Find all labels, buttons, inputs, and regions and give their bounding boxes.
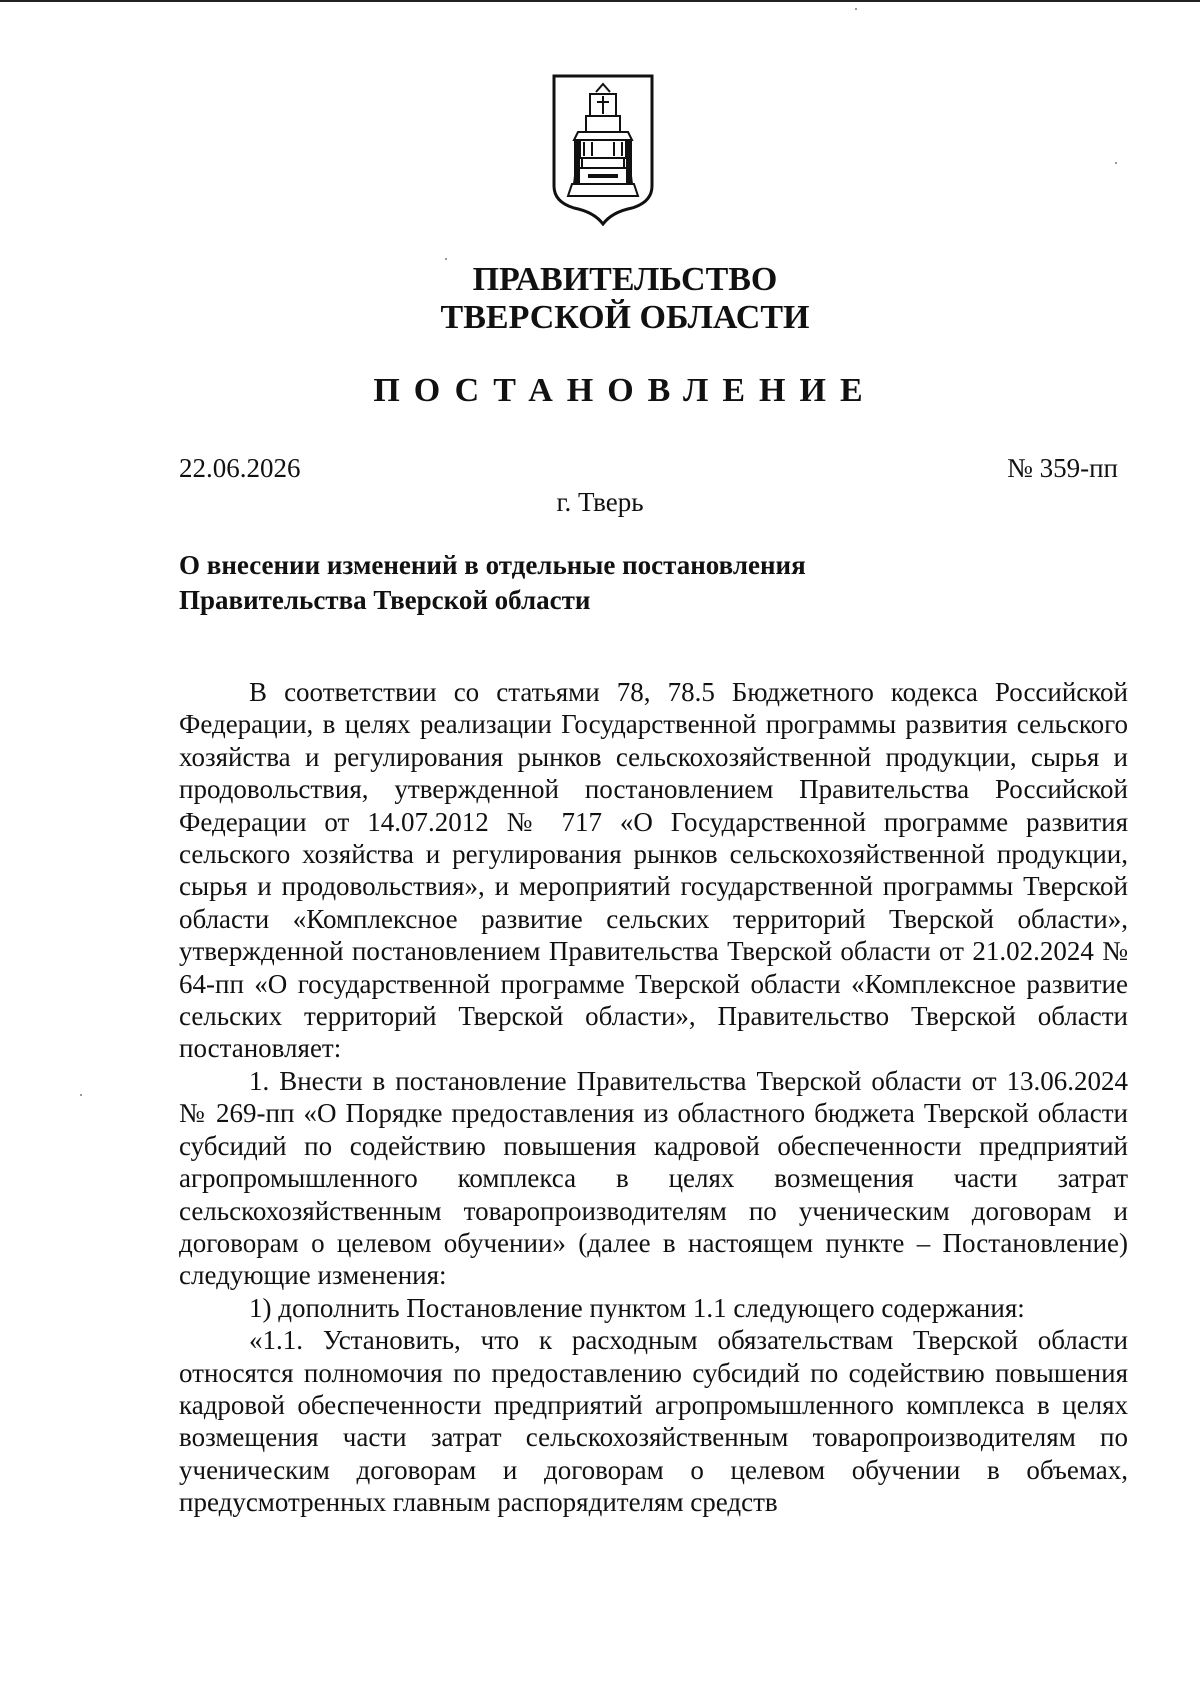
org-name-line1: ПРАВИТЕЛЬСТВО <box>472 261 778 298</box>
scan-speck <box>80 1094 82 1096</box>
document-number: № 359-пп <box>1007 453 1118 483</box>
body-paragraph-subitem-1: 1) дополнить Постановление пунктом 1.1 следующего содержания: <box>249 1292 1025 1323</box>
document-type-title: ПОСТАНОВЛЕНИЕ <box>373 372 877 409</box>
page-top-border <box>0 0 1200 2</box>
tver-coat-of-arms-icon <box>552 74 654 226</box>
document-body <box>179 676 1128 1519</box>
scan-speck <box>855 8 857 10</box>
document-city: г. Тверь <box>556 487 644 517</box>
scan-speck <box>445 258 447 260</box>
subject-line2: Правительства Тверской области <box>179 585 591 615</box>
body-paragraph-preamble: В соответствии со статьями 78, 78.5 Бюджетного кодекса Российской Федерации, в целях реализации Государственной программы развития сельского хозяйства и регулирования рынков сельскохозяйственной продукции, сырья и продовольствия, утвержденной постановлением Правительства Российской Федерации от 14.07.2012 № 717 «О Государственной программе развития сельского хозяйства и регулирования рынков сельскохозяйственной продукции, сырья и продовольствия», и мероприятий государственной программы Тверской области «Комплексное развитие сельских территорий Тверской области», утвержденной постановлением Правительства Тверской области от 21.02.2024 № 64-пп «О государственной программе Тверской области «Комплексное развитие сельских территорий Тверской области», Правительство Тверской области постановляет: <box>179 677 1128 1064</box>
document-date: 22.06.2026 <box>179 453 301 483</box>
body-paragraph-item-1: 1. Внести в постановление Правительства Тверской области от 13.06.2024 № 269-пп «О Порядке предоставления из областного бюджета Тверской области субсидий по содействию повышения кадровой обеспеченности предприятий агропромышленного комплекса в целях возмещения части затрат сельскохозяйственным товаропроизводителям по ученическим договорам и договорам о целевом обучении» (далее в настоящем пункте – Постановление) следующие изменения: <box>179 1065 1128 1291</box>
body-paragraph-quote-1-1: «1.1. Установить, что к расходным обязательствам Тверской области относятся полномочия по предоставлению субсидий по содействию повышения кадровой обеспеченности предприятий агропромышленного комплекса в целях возмещения части затрат сельскохозяйственным товаропроизводителям по ученическим договорам и договорам о целевом обучении в объемах, предусмотренных главным распорядителям средств <box>179 1325 1128 1518</box>
document-subject <box>179 548 1039 618</box>
scan-speck <box>1115 162 1117 164</box>
org-name-line2: ТВЕРСКОЙ ОБЛАСТИ <box>440 299 810 336</box>
subject-line1: О внесении изменений в отдельные постановления <box>179 550 806 580</box>
